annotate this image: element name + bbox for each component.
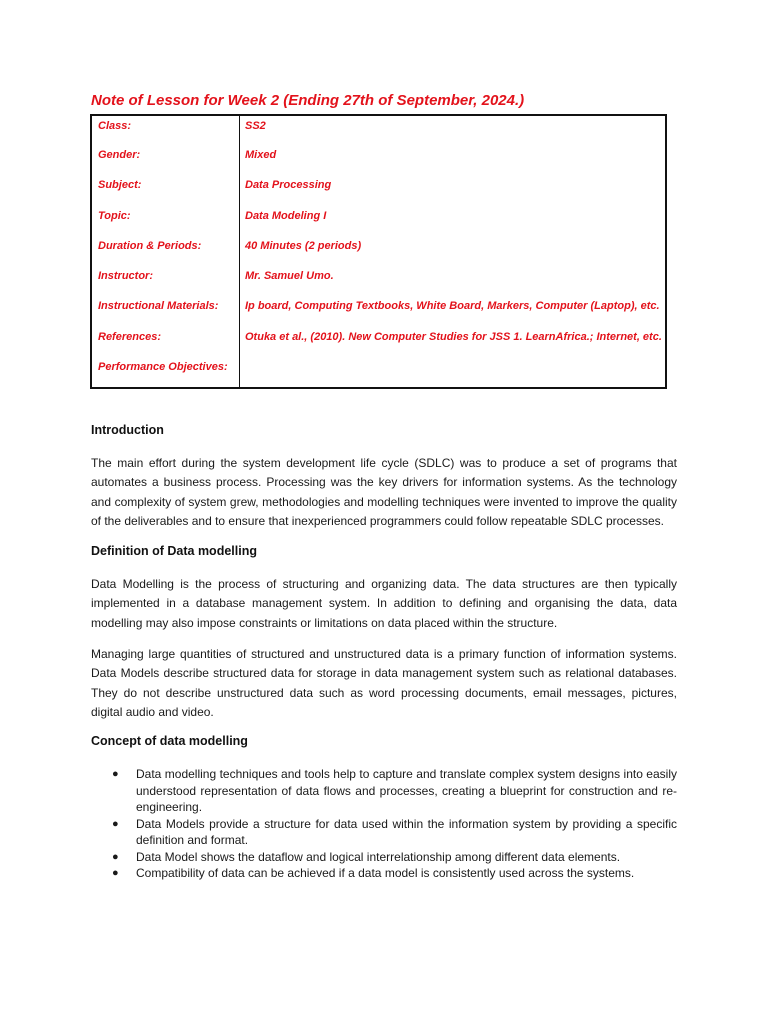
bullet-icon: ● [112, 867, 119, 879]
subject-value: Data Processing [245, 179, 332, 191]
bullet-text: Data Models provide a structure for data used within the information system by providing a specific definition and format. [136, 816, 677, 847]
list-item [112, 865, 677, 882]
bullet-text: Data modelling techniques and tools help to capture and translate complex system designs into easily understood representation of data flows and processes, creating a blueprint for construction and re-engineering. [136, 767, 677, 814]
definition-heading: Definition of Data modelling [91, 544, 257, 558]
introduction-heading: Introduction [91, 423, 164, 437]
class-label: Class: [98, 120, 132, 132]
table-row-objectives [92, 358, 665, 376]
table-row-duration [92, 237, 665, 255]
document-title: Note of Lesson for Week 2 (Ending 27th of September, 2024.) [91, 92, 525, 109]
bullet-icon: ● [112, 817, 119, 830]
concept-bullet-list [112, 766, 677, 882]
table-row-class [92, 117, 665, 135]
materials-value: Ip board, Computing Textbooks, White Board, Markers, Computer (Laptop), etc. [245, 300, 660, 312]
topic-label: Topic: [98, 210, 131, 222]
table-row-subject [92, 176, 665, 194]
table-row-materials [92, 297, 665, 315]
definition-paragraph-2: Managing large quantities of structured and unstructured data is a primary function of information systems. Data Models describe structured data for storage in data management system such as relational databases. They do not describe unstructured data such as word processing documents, email messages, pictures, digital audio and video. [91, 647, 677, 719]
gender-label: Gender: [98, 149, 141, 161]
bullet-icon: ● [112, 850, 119, 863]
materials-label: Instructional Materials: [98, 300, 219, 312]
gender-value: Mixed [245, 149, 277, 161]
instructor-label: Instructor: [98, 270, 153, 282]
bullet-icon: ● [112, 768, 119, 780]
references-label: References: [98, 331, 161, 343]
objectives-label: Performance Objectives: [98, 361, 228, 373]
table-row-instructor [92, 267, 665, 285]
definition-paragraph-1: Data Modelling is the process of structuring and organizing data. The data structures are then typically implemented in a database management system. In addition to defining and organising the data, data modelling may also impose constraints or limitations on data placed within the structure. [91, 577, 677, 630]
topic-value: Data Modeling I [245, 210, 327, 222]
class-value: SS2 [245, 120, 266, 132]
bullet-text: Data Model shows the dataflow and logical interrelationship among different data elements. [136, 849, 621, 864]
lesson-info-table [90, 114, 667, 389]
duration-value: 40 Minutes (2 periods) [245, 240, 362, 252]
list-item [112, 816, 677, 849]
instructor-value: Mr. Samuel Umo. [245, 270, 334, 282]
bullet-text: Compatibility of data can be achieved if a data model is consistently used across the systems. [136, 866, 635, 880]
introduction-paragraph: The main effort during the system development life cycle (SDLC) was to produce a set of programs that automates a business process. Processing was the key drivers for information systems. As the technology and complexity of system grew, methodologies and modelling techniques were invented to improve the quality of the deliverables and to ensure that inexperienced programmers could follow repeatable SDLC processes. [91, 456, 677, 528]
table-row-topic [92, 207, 665, 225]
list-item [112, 766, 677, 816]
duration-label: Duration & Periods: [98, 240, 202, 252]
table-row-gender [92, 146, 665, 164]
references-value: Otuka et al., (2010). New Computer Studies for JSS 1. LearnAfrica.; Internet, etc. [245, 331, 662, 343]
list-item [112, 849, 677, 866]
subject-label: Subject: [98, 179, 142, 191]
table-row-references [92, 328, 665, 346]
concept-heading: Concept of data modelling [91, 734, 248, 748]
